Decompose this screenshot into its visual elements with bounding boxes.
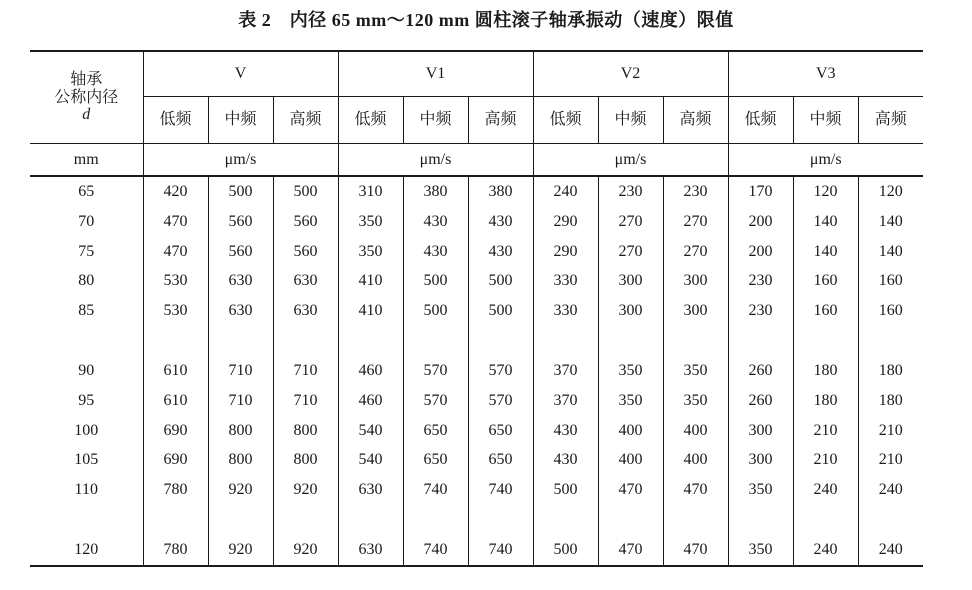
velocity-limit-cell: 140 [793,207,858,237]
velocity-limit-cell: 310 [338,176,403,207]
velocity-limit-cell: 690 [143,416,208,446]
velocity-limit-cell: 170 [728,176,793,207]
velocity-limit-cell: 500 [403,266,468,296]
velocity-limit-cell: 140 [878,212,903,230]
velocity-limit-cell: 650 [403,416,468,446]
velocity-limit-cell: 300 [598,296,663,326]
band-high-header: 高频 [858,97,923,144]
velocity-limit-cell: 780 [143,475,208,505]
velocity-limit-cell: 920 [208,475,273,505]
vibration-limit-table [30,50,923,567]
spacer-row [30,505,923,535]
velocity-limit-cell: 530 [143,266,208,296]
velocity-limit-cell: 370 [533,386,598,416]
unit-velocity-v: μm/s [143,144,338,177]
velocity-limit-cell: 630 [338,475,403,505]
bore-symbol: d [82,106,91,124]
velocity-limit-cell: 460 [338,386,403,416]
velocity-limit-cell: 260 [728,386,793,416]
velocity-limit-cell: 400 [663,445,728,475]
velocity-limit-cell: 740 [468,535,533,566]
velocity-limit-cell: 800 [273,416,338,446]
velocity-limit-cell: 740 [468,475,533,505]
velocity-limit-cell: 920 [208,535,273,566]
velocity-limit-cell: 630 [208,296,273,326]
velocity-limit-cell: 500 [468,266,533,296]
velocity-limit-cell: 710 [208,356,273,386]
velocity-limit-cell: 410 [338,266,403,296]
velocity-limit-cell: 500 [533,535,598,566]
velocity-limit-cell: 560 [208,237,273,267]
spacer-cell [728,505,793,535]
bore-diameter-cell: 120 [30,535,143,566]
velocity-limit-cell: 350 [598,356,663,386]
velocity-limit-cell: 630 [208,266,273,296]
bore-label-line2: 公称内径 [54,88,119,106]
table-row [30,207,923,237]
band-mid-header: 中频 [208,97,273,144]
velocity-limit-cell: 540 [338,445,403,475]
velocity-limit-cell: 710 [273,356,338,386]
spacer-cell [143,326,208,356]
velocity-limit-cell: 160 [793,266,858,296]
group-header-v2: V2 [533,51,728,97]
velocity-limit-cell: 740 [403,535,468,566]
group-header-v3: V3 [728,51,923,97]
bore-diameter-cell: 85 [30,296,143,326]
band-mid-header: 中频 [598,97,663,144]
band-high-header: 高频 [663,97,728,144]
velocity-limit-cell: 430 [468,237,533,267]
velocity-limit-cell: 300 [598,266,663,296]
table-row [30,445,923,475]
velocity-limit-cell: 780 [143,535,208,566]
table-row [30,356,923,386]
unit-velocity-v1: μm/s [338,144,533,177]
header-row-units [30,144,923,177]
velocity-limit-cell: 430 [468,207,533,237]
velocity-limit-cell: 120 [793,176,858,207]
velocity-limit-cell: 500 [273,176,338,207]
velocity-limit-cell: 230 [728,266,793,296]
velocity-limit-cell: 800 [208,445,273,475]
velocity-limit-cell: 470 [663,535,728,566]
spacer-cell [858,505,923,535]
velocity-limit-cell: 630 [273,296,338,326]
table-row [30,176,923,207]
velocity-limit-cell: 650 [403,445,468,475]
velocity-limit-cell: 270 [598,207,663,237]
spacer-row [30,326,923,356]
group-header-v1: V1 [338,51,533,97]
velocity-limit-cell: 210 [878,421,903,439]
velocity-limit-cell: 400 [598,445,663,475]
unit-bore: mm [30,144,143,177]
bore-diameter-cell: 100 [30,416,143,446]
velocity-limit-cell: 470 [598,475,663,505]
table-row [30,296,923,326]
bore-diameter-cell: 65 [30,176,143,207]
bore-label-line1: 轴承 [70,71,103,89]
velocity-limit-cell: 570 [403,356,468,386]
velocity-limit-cell: 330 [533,296,598,326]
velocity-limit-cell: 500 [403,296,468,326]
velocity-limit-cell: 240 [878,481,903,499]
band-high-header: 高频 [468,97,533,144]
velocity-limit-cell: 240 [793,475,858,505]
table-row [30,386,923,416]
bore-diameter-cell: 110 [30,475,143,505]
velocity-limit-cell: 470 [663,475,728,505]
velocity-limit-cell: 180 [793,356,858,386]
header-row-groups [30,51,923,97]
velocity-limit-cell: 300 [728,416,793,446]
spacer-cell [793,326,858,356]
spacer-cell [533,326,598,356]
velocity-limit-cell: 300 [663,296,728,326]
velocity-limit-cell: 630 [338,535,403,566]
group-header-v: V [143,51,338,97]
band-low-header: 低频 [533,97,598,144]
velocity-limit-cell: 470 [598,535,663,566]
velocity-limit-cell: 380 [403,176,468,207]
velocity-limit-cell: 800 [273,445,338,475]
spacer-cell [403,505,468,535]
velocity-limit-cell: 210 [793,416,858,446]
spacer-cell [468,505,533,535]
velocity-limit-cell: 540 [338,416,403,446]
velocity-limit-cell: 350 [598,386,663,416]
bore-header-cell [30,51,143,144]
bore-diameter-cell: 105 [30,445,143,475]
velocity-limit-cell: 260 [728,356,793,386]
velocity-limit-cell: 350 [728,475,793,505]
table-row [30,535,923,566]
velocity-limit-cell: 350 [663,386,728,416]
spacer-cell [793,505,858,535]
velocity-limit-cell: 430 [403,237,468,267]
band-low-header: 低频 [143,97,208,144]
velocity-limit-cell: 330 [533,266,598,296]
velocity-limit-cell: 200 [728,237,793,267]
velocity-limit-cell: 560 [273,237,338,267]
spacer-cell [468,326,533,356]
velocity-limit-cell: 350 [338,237,403,267]
velocity-limit-cell: 380 [468,176,533,207]
table-title: 表 2 内径 65 mm～120 mm 圆柱滚子轴承振动（速度）限值 [238,10,734,30]
velocity-limit-cell: 180 [793,386,858,416]
band-low-header: 低频 [338,97,403,144]
table-row [30,266,923,296]
spacer-cell [663,505,728,535]
spacer-cell [30,505,143,535]
velocity-limit-cell: 400 [663,416,728,446]
velocity-limit-cell: 240 [793,535,858,566]
velocity-limit-cell: 210 [793,445,858,475]
spacer-cell [143,505,208,535]
velocity-limit-cell: 430 [533,445,598,475]
spacer-cell [598,326,663,356]
spacer-cell [728,326,793,356]
table-row [30,416,923,446]
velocity-limit-cell: 350 [338,207,403,237]
spacer-cell [533,505,598,535]
velocity-limit-cell: 420 [143,176,208,207]
velocity-limit-cell: 240 [878,541,903,559]
velocity-limit-cell: 920 [273,535,338,566]
velocity-limit-cell: 350 [728,535,793,566]
velocity-limit-cell: 230 [663,176,728,207]
velocity-limit-cell: 690 [143,445,208,475]
velocity-limit-cell: 570 [403,386,468,416]
velocity-limit-cell: 430 [403,207,468,237]
spacer-cell [663,326,728,356]
table-body [30,176,923,566]
velocity-limit-cell: 920 [273,475,338,505]
table-row [30,475,923,505]
spacer-cell [338,326,403,356]
velocity-limit-cell: 460 [338,356,403,386]
velocity-limit-cell: 470 [143,237,208,267]
bore-diameter-cell: 75 [30,237,143,267]
spacer-cell [598,505,663,535]
spacer-cell [30,326,143,356]
velocity-limit-cell: 300 [728,445,793,475]
velocity-limit-cell: 560 [208,207,273,237]
velocity-limit-cell: 710 [208,386,273,416]
velocity-limit-cell: 650 [468,416,533,446]
velocity-limit-cell: 650 [468,445,533,475]
velocity-limit-cell: 200 [728,207,793,237]
velocity-limit-cell: 410 [338,296,403,326]
bore-diameter-cell: 95 [30,386,143,416]
velocity-limit-cell: 570 [468,356,533,386]
velocity-limit-cell: 230 [728,296,793,326]
velocity-limit-cell: 270 [663,237,728,267]
band-mid-header: 中频 [403,97,468,144]
velocity-limit-cell: 800 [208,416,273,446]
velocity-limit-cell: 160 [793,296,858,326]
velocity-limit-cell: 240 [533,176,598,207]
velocity-limit-cell: 290 [533,237,598,267]
spacer-cell [208,326,273,356]
velocity-limit-cell: 140 [878,242,903,260]
velocity-limit-cell: 740 [403,475,468,505]
spacer-cell [208,505,273,535]
velocity-limit-cell: 400 [598,416,663,446]
velocity-limit-cell: 180 [878,391,903,409]
velocity-limit-cell: 180 [878,362,903,380]
velocity-limit-cell: 120 [878,183,903,201]
velocity-limit-cell: 300 [663,266,728,296]
spacer-cell [403,326,468,356]
velocity-limit-cell: 710 [273,386,338,416]
spacer-cell [858,326,923,356]
band-low-header: 低频 [728,97,793,144]
spacer-cell [338,505,403,535]
header-row-bands [30,97,923,144]
band-mid-header: 中频 [793,97,858,144]
band-high-header: 高频 [273,97,338,144]
velocity-limit-cell: 500 [468,296,533,326]
spacer-cell [273,505,338,535]
velocity-limit-cell: 140 [793,237,858,267]
velocity-limit-cell: 270 [663,207,728,237]
unit-velocity-v3: μm/s [809,150,842,168]
velocity-limit-cell: 160 [878,302,903,320]
velocity-limit-cell: 350 [663,356,728,386]
bore-diameter-cell: 90 [30,356,143,386]
velocity-limit-cell: 500 [533,475,598,505]
velocity-limit-cell: 500 [208,176,273,207]
velocity-limit-cell: 210 [878,451,903,469]
velocity-limit-cell: 430 [533,416,598,446]
velocity-limit-cell: 270 [598,237,663,267]
velocity-limit-cell: 610 [143,386,208,416]
velocity-limit-cell: 530 [143,296,208,326]
velocity-limit-cell: 610 [143,356,208,386]
velocity-limit-cell: 290 [533,207,598,237]
velocity-limit-cell: 560 [273,207,338,237]
velocity-limit-cell: 230 [598,176,663,207]
unit-velocity-v2: μm/s [533,144,728,177]
velocity-limit-cell: 630 [273,266,338,296]
bore-diameter-cell: 70 [30,207,143,237]
velocity-limit-cell: 570 [468,386,533,416]
bore-diameter-cell: 80 [30,266,143,296]
spacer-cell [273,326,338,356]
velocity-limit-cell: 160 [878,272,903,290]
velocity-limit-cell: 370 [533,356,598,386]
velocity-limit-cell: 470 [143,207,208,237]
table-row [30,237,923,267]
